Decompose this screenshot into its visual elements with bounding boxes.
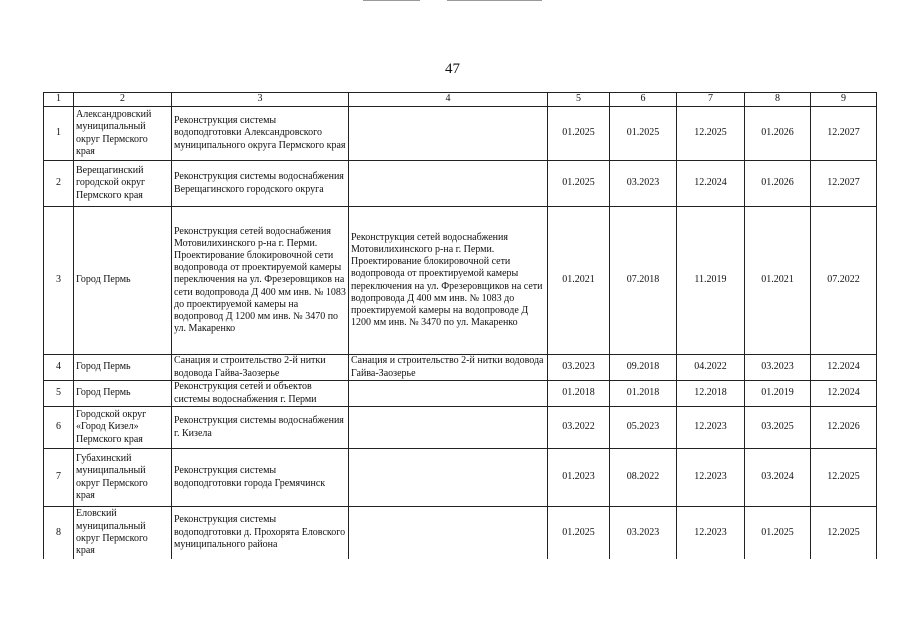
date-cell-5: 01.2025 <box>548 107 610 161</box>
district-cell: Город Пермь <box>74 355 172 381</box>
header-row <box>44 93 877 107</box>
date-cell-5: 01.2018 <box>548 381 610 407</box>
date-cell-7: 11.2019 <box>677 207 745 355</box>
date-cell-8: 01.2026 <box>745 107 811 161</box>
date-cell-9: 07.2022 <box>811 207 877 355</box>
date-cell-7: 04.2022 <box>677 355 745 381</box>
date-cell-6: 01.2018 <box>610 381 677 407</box>
header-cell-9: 9 <box>811 93 877 107</box>
date-cell-7: 12.2018 <box>677 381 745 407</box>
date-cell-9: 12.2025 <box>811 449 877 507</box>
header-cell-6: 6 <box>610 93 677 107</box>
header-cell-2: 2 <box>74 93 172 107</box>
detail-cell <box>349 449 548 507</box>
date-cell-6: 05.2023 <box>610 407 677 449</box>
project-cell: Реконструкция системы водоподготовки города Гремячинск <box>172 449 349 507</box>
header-cell-5: 5 <box>548 93 610 107</box>
district-cell: Город Пермь <box>74 381 172 407</box>
date-cell-6: 07.2018 <box>610 207 677 355</box>
row-number: 6 <box>44 407 74 449</box>
date-cell-8: 03.2024 <box>745 449 811 507</box>
date-cell-9: 12.2027 <box>811 107 877 161</box>
district-cell: Еловский муниципальный округ Пермского края <box>74 507 172 559</box>
project-cell: Реконструкция системы водоподготовки Александровского муниципального округа Пермского края <box>172 107 349 161</box>
detail-cell: Санация и строительство 2-й нитки водовода Гайва-Заозерье <box>349 355 548 381</box>
date-cell-7: 12.2024 <box>677 161 745 207</box>
table-row <box>44 407 877 449</box>
row-number: 8 <box>44 507 74 559</box>
project-cell: Реконструкция системы водоснабжения г. Кизела <box>172 407 349 449</box>
date-cell-8: 03.2025 <box>745 407 811 449</box>
date-cell-5: 01.2025 <box>548 161 610 207</box>
table-row <box>44 507 877 559</box>
district-cell: Городской округ «Город Кизел» Пермского края <box>74 407 172 449</box>
detail-cell <box>349 161 548 207</box>
row-number: 3 <box>44 207 74 355</box>
table-row <box>44 449 877 507</box>
row-number: 2 <box>44 161 74 207</box>
header-cell-1: 1 <box>44 93 74 107</box>
date-cell-6: 08.2022 <box>610 449 677 507</box>
detail-cell: Реконструкция сетей водоснабжения Мотовилихинского р-на г. Перми. Проектирование блокировочной сети водопровода от проектируемой камеры переключения на ул. Фрезеровщиков на сети водопровода Д 400 мм инв. № 1083 до проектируемой камеры на водопроводе Д 1200 мм инв. № 3470 по ул. Макаренко <box>349 207 548 355</box>
date-cell-8: 01.2021 <box>745 207 811 355</box>
construction-schedule-table <box>43 92 877 559</box>
date-cell-9: 12.2026 <box>811 407 877 449</box>
detail-cell <box>349 507 548 559</box>
date-cell-7: 12.2023 <box>677 449 745 507</box>
project-cell: Реконструкция сетей и объектов системы водоснабжения г. Перми <box>172 381 349 407</box>
header-cell-4: 4 <box>349 93 548 107</box>
date-cell-9: 12.2024 <box>811 355 877 381</box>
date-cell-7: 12.2023 <box>677 407 745 449</box>
date-cell-5: 03.2022 <box>548 407 610 449</box>
district-cell: Верещагинский городской округ Пермского края <box>74 161 172 207</box>
date-cell-9: 12.2025 <box>811 507 877 559</box>
table-row <box>44 207 877 355</box>
row-number: 1 <box>44 107 74 161</box>
date-cell-5: 01.2023 <box>548 449 610 507</box>
project-cell: Реконструкция системы водоподготовки д. Прохорята Еловского муниципального района <box>172 507 349 559</box>
page-number: 47 <box>445 61 460 77</box>
date-cell-8: 01.2019 <box>745 381 811 407</box>
district-cell: Александровский муниципальный округ Пермского края <box>74 107 172 161</box>
date-cell-7: 12.2023 <box>677 507 745 559</box>
date-cell-5: 03.2023 <box>548 355 610 381</box>
date-cell-6: 03.2023 <box>610 507 677 559</box>
date-cell-6: 03.2023 <box>610 161 677 207</box>
detail-cell <box>349 381 548 407</box>
table-row <box>44 161 877 207</box>
header-cell-3: 3 <box>172 93 349 107</box>
date-cell-9: 12.2024 <box>811 381 877 407</box>
scan-edge-line-left <box>363 0 420 1</box>
table-row <box>44 355 877 381</box>
row-number: 5 <box>44 381 74 407</box>
date-cell-9: 12.2027 <box>811 161 877 207</box>
detail-cell <box>349 107 548 161</box>
header-cell-8: 8 <box>745 93 811 107</box>
detail-cell <box>349 407 548 449</box>
date-cell-7: 12.2025 <box>677 107 745 161</box>
project-cell: Реконструкция системы водоснабжения Верещагинского городского округа <box>172 161 349 207</box>
scan-edge-line-right <box>447 0 542 1</box>
table-row <box>44 107 877 161</box>
date-cell-6: 09.2018 <box>610 355 677 381</box>
date-cell-8: 01.2026 <box>745 161 811 207</box>
date-cell-6: 01.2025 <box>610 107 677 161</box>
header-cell-7: 7 <box>677 93 745 107</box>
row-number: 7 <box>44 449 74 507</box>
project-cell: Санация и строительство 2-й нитки водовода Гайва-Заозерье <box>172 355 349 381</box>
date-cell-8: 01.2025 <box>745 507 811 559</box>
table-row <box>44 381 877 407</box>
row-number: 4 <box>44 355 74 381</box>
project-cell: Реконструкция сетей водоснабжения Мотовилихинского р-на г. Перми. Проектирование блокировочной сети водопровода от проектируемой камеры переключения на ул. Фрезеровщиков на сети водопровода Д 400 мм инв. № 1083 до проектируемой камеры на водопровод Д 1200 мм инв. № 3470 по ул. Макаренко <box>172 207 349 355</box>
district-cell: Губахинский муниципальный округ Пермского края <box>74 449 172 507</box>
date-cell-5: 01.2021 <box>548 207 610 355</box>
date-cell-8: 03.2023 <box>745 355 811 381</box>
district-cell: Город Пермь <box>74 207 172 355</box>
date-cell-5: 01.2025 <box>548 507 610 559</box>
